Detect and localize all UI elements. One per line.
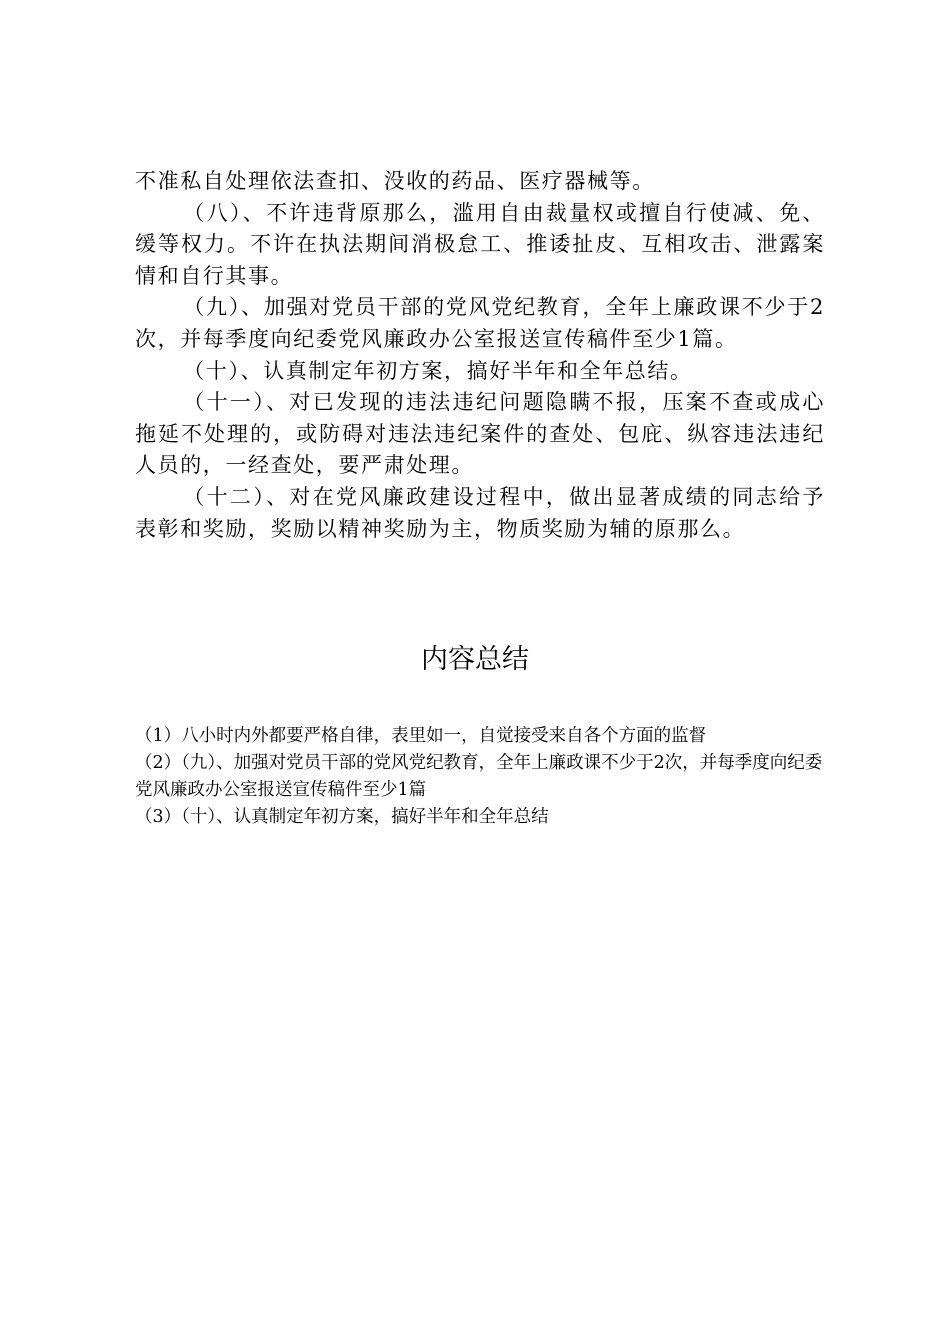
body-paragraph: （十）、认真制定年初方案，搞好半年和全年总结。: [183, 358, 693, 383]
body-paragraph: 不准私自处理依法查扣、没收的药品、医疗器械等。: [135, 169, 655, 193]
summary-title: 内容总结: [421, 644, 529, 675]
summary-item: （3）（十）、认真制定年初方案，搞好半年和全年总结: [135, 807, 549, 827]
summary-item: （1）八小时内外都要严格自律，表里如一，自觉接受来自各个方面的监督: [135, 726, 707, 746]
summary-item: （2）（九）、加强对党员干部的党风党纪教育，全年上廉政课不少于2次，并每季度向纪委党风廉政办公室报送宣传稿件至少1篇: [135, 753, 823, 800]
body-paragraph: （十一）、对已发现的违法违纪问题隐瞒不报，压案不查或成心拖延不处理的，或防碍对违法违纪案件的查处、包庇、纵容违法违纪人员的，一经查处，要严肃处理。: [135, 390, 825, 478]
body-paragraph: （九）、加强对党员干部的党风党纪教育，全年上廉政课不少于2次，并每季度向纪委党风廉政办公室报送宣传稿件至少1篇。: [135, 295, 825, 351]
body-text: [135, 166, 825, 545]
summary-list: [135, 723, 835, 831]
body-paragraph: （八）、不许违背原那么，滥用自由裁量权或擅自行使减、免、缓等权力。不许在执法期间消极怠工、推诿扯皮、互相攻击、泄露案情和自行其事。: [135, 200, 825, 288]
body-paragraph: （十二）、对在党风廉政建设过程中，做出显著成绩的同志给予表彰和奖励，奖励以精神奖励为主，物质奖励为辅的原那么。: [135, 484, 825, 541]
